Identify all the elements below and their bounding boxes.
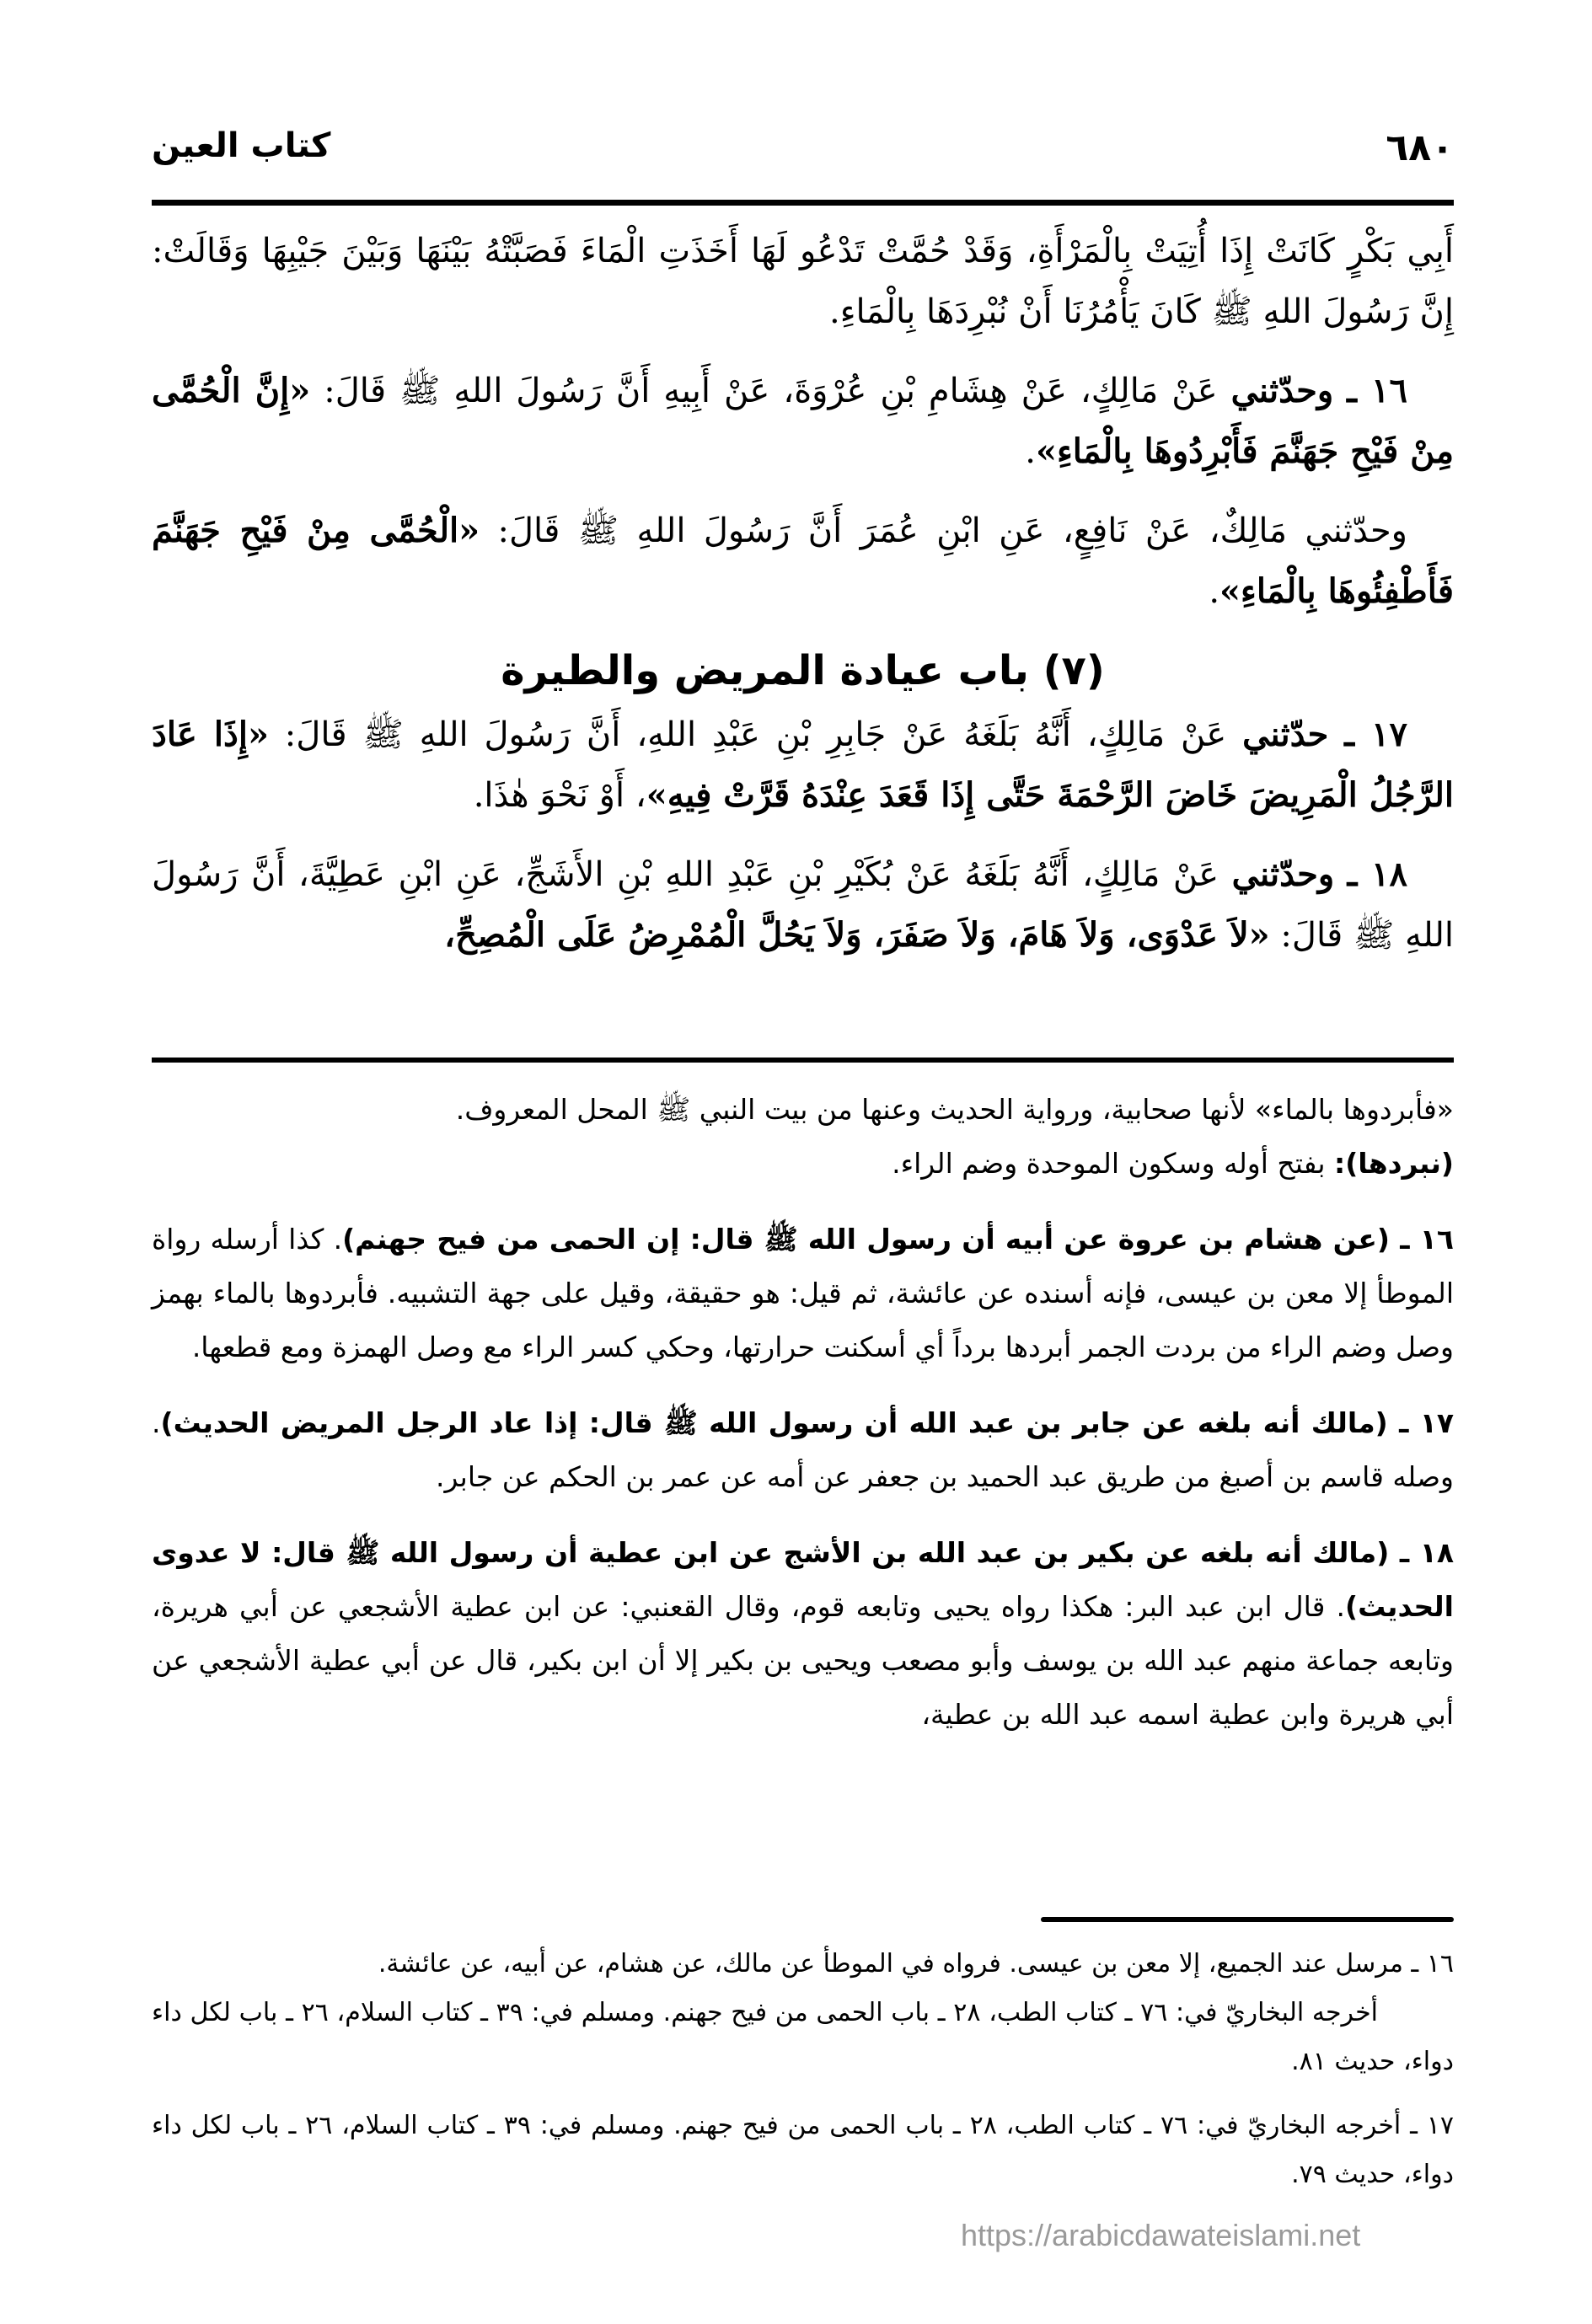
header-divider [152, 200, 1454, 206]
hadith-end: ، أَوْ نَحْوَ هٰذَا. [473, 776, 646, 815]
hadith-matn: «لاَ عَدْوَى، وَلاَ هَامَ، وَلاَ صَفَرَ، وَلاَ يَحُلَّ الْمُمْرِضُ عَلَى الْمُصِحِّ، [444, 915, 1270, 955]
watermark-url: https://arabicdawateislami.net [961, 2218, 1361, 2252]
footnote-divider [1041, 1917, 1454, 1922]
hadith-isnad: عَنْ مَالِكٍ، أَنَّهُ بَلَغَهُ عَنْ بُكَيْرِ بْنِ عَبْدِ اللهِ بْنِ الأَشَجِّ، عَنِ ابْنِ عَطِيَّةَ، أَنَّ رَسُولَ اللهِ ﷺ قَالَ: [152, 855, 1454, 955]
hadith-isnad: وحدّثني مَالِكٌ، عَنْ نَافِعٍ، عَنِ ابْنِ عُمَرَ أَنَّ رَسُولَ اللهِ ﷺ قَالَ: [480, 511, 1407, 550]
hadith-number: ١٨ ـ [1347, 854, 1407, 894]
hadith-matn: «إِذَا عَادَ الرَّجُلُ الْمَرِيضَ خَاضَ الرَّحْمَةَ حَتَّى إِذَا قَعَدَ عِنْدَهُ قَرَّتْ فِيهِ» [152, 715, 1454, 815]
commentary-text: . كذا أرسله رواة الموطأ إلا معن بن عيسى، فإنه أسنده عن عائشة، ثم قيل: هو حقيقة، وقيل على جهة التشبيه. فأبردوها بالماء بهمز وصل وضم الراء من بردت الجمر أبردها برداً أي أسكنت حرارتها، وحكي كسر الراء مع وصل الهمزة ومع قطعها. [152, 1223, 1454, 1363]
commentary-16 [152, 1213, 1454, 1374]
page-header [152, 126, 1454, 185]
commentary-18 [152, 1526, 1454, 1742]
paragraph-intro: أَبِي بَكْرٍ كَانَتْ إِذَا أُتِيَتْ بِالْمَرْأَةِ، وَقَدْ حُمَّتْ تَدْعُو لَهَا أَخَذَتِ الْمَاءَ فَصَبَّتْهُ بَيْنَهَا وَبَيْنَ جَيْبِهَا وَقَالَتْ: إِنَّ رَسُولَ اللهِ ﷺ كَانَ يَأْمُرُنَا أَنْ نُبْرِدَهَا بِالْمَاءِ. [152, 232, 1454, 331]
commentary-heading: ١٦ ـ (عن هشام بن عروة عن أبيه أن رسول الله ﷺ قال: إن الحمى من فيح جهنم) [342, 1223, 1454, 1256]
hadith-isnad: عَنْ مَالِكٍ، عَنْ هِشَامِ بْنِ عُرْوَةَ، عَنْ أَبِيهِ أَنَّ رَسُولَ اللهِ ﷺ قَالَ: [310, 372, 1231, 410]
hadith-matn: «الْحُمَّى مِنْ فَيْحِ جَهَنَّمَ فَأَطْفِئُوهَا بِالْمَاءِ» [152, 511, 1454, 611]
hadith-lead: وحدّثني [1231, 854, 1335, 894]
commentary-section [152, 1083, 1454, 1764]
commentary-text: «فأبردوها بالماء» لأنها صحابية، ورواية الحديث وعنها من بيت النبي ﷺ المحل المعروف. [455, 1093, 1454, 1126]
hadith-number: ١٧ ـ [1344, 715, 1407, 754]
page-number: ٦٨٠ [1386, 126, 1454, 169]
hadith-end: . [1025, 432, 1036, 471]
hadith-isnad: عَنْ مَالِكٍ، أَنَّهُ بَلَغَهُ عَنْ جَابِرِ بْنِ عَبْدِ اللهِ، أَنَّ رَسُولَ اللهِ ﷺ قَالَ: [268, 715, 1243, 754]
footnote-17 [152, 2102, 1454, 2199]
commentary-text: بفتح أوله وسكون الموحدة وضم الراء. [892, 1147, 1335, 1180]
book-title: كتاب العين [152, 126, 331, 165]
footnotes-section [152, 1940, 1454, 2214]
hadith-lead: حدّثني [1242, 715, 1329, 754]
hadith-number: ١٦ ـ [1347, 371, 1408, 410]
hadith-17 [152, 704, 1454, 826]
main-text [152, 221, 1454, 984]
commentary-intro [152, 1083, 1454, 1191]
footnote-text: ١٦ ـ مرسل عند الجميع، إلا معن بن عيسى. فرواه في الموطأ عن مالك، عن هشام، عن أبيه، عن عائشة. [378, 1949, 1454, 1979]
commentary-text: . قال ابن عبد البر: هكذا رواه يحيى وتابعه قوم، وقال القعنبي: عن ابن عطية الأشجعي عن أبي هريرة، وتابعه جماعة منهم عبد الله بن يوسف وأبو مصعب ويحيى بن بكير إلا أن ابن بكير، قال عن أبي عطية الأشجعي عن أبي هريرة وابن عطية اسمه عبد الله بن عطية، [152, 1590, 1454, 1731]
hadith-16 [152, 361, 1454, 482]
hadith-18 [152, 844, 1454, 966]
hadith-end: . [1209, 572, 1220, 611]
commentary-heading: ١٨ ـ (مالك أنه بلغه عن بكير بن عبد الله بن الأشج عن ابن عطية أن رسول الله ﷺ قال: لا عدوى الحديث) [152, 1536, 1454, 1623]
footnote-16 [152, 1940, 1454, 2086]
hadith-16b [152, 501, 1454, 622]
hadith-lead: وحدّثني [1230, 371, 1334, 410]
chapter-heading: (٧) باب عيادة المريض والطيرة [501, 647, 1105, 694]
footnote-text: ١٧ ـ أخرجه البخاريّ في: ٧٦ ـ كتاب الطب، ٢٨ ـ باب الحمى من فيح جهنم. ومسلم في: ٣٩ ـ كتاب السلام، ٢٦ ـ باب لكل داء دواء، حديث ٧٩. [152, 2111, 1454, 2189]
commentary-17 [152, 1396, 1454, 1504]
commentary-divider [152, 1058, 1454, 1063]
commentary-term: (نبردها): [1334, 1147, 1454, 1180]
footnote-text: أخرجه البخاريّ في: ٧٦ ـ كتاب الطب، ٢٨ ـ باب الحمى من فيح جهنم. ومسلم في: ٣٩ ـ كتاب السلام، ٢٦ ـ باب لكل داء دواء، حديث ٨١. [152, 1998, 1454, 2076]
commentary-text: . وصله قاسم بن أصبغ من طريق عبد الحميد بن جعفر عن أمه عن عمر بن الحكم عن جابر. [152, 1406, 1454, 1493]
hadith-matn: «إِنَّ الْحُمَّى مِنْ فَيْحِ جَهَنَّمَ فَأَبْرِدُوهَا بِالْمَاءِ» [152, 371, 1454, 471]
commentary-heading: ١٧ ـ (مالك أنه بلغه عن جابر بن عبد الله أن رسول الله ﷺ قال: إذا عاد الرجل المريض الحديث) [160, 1406, 1454, 1439]
